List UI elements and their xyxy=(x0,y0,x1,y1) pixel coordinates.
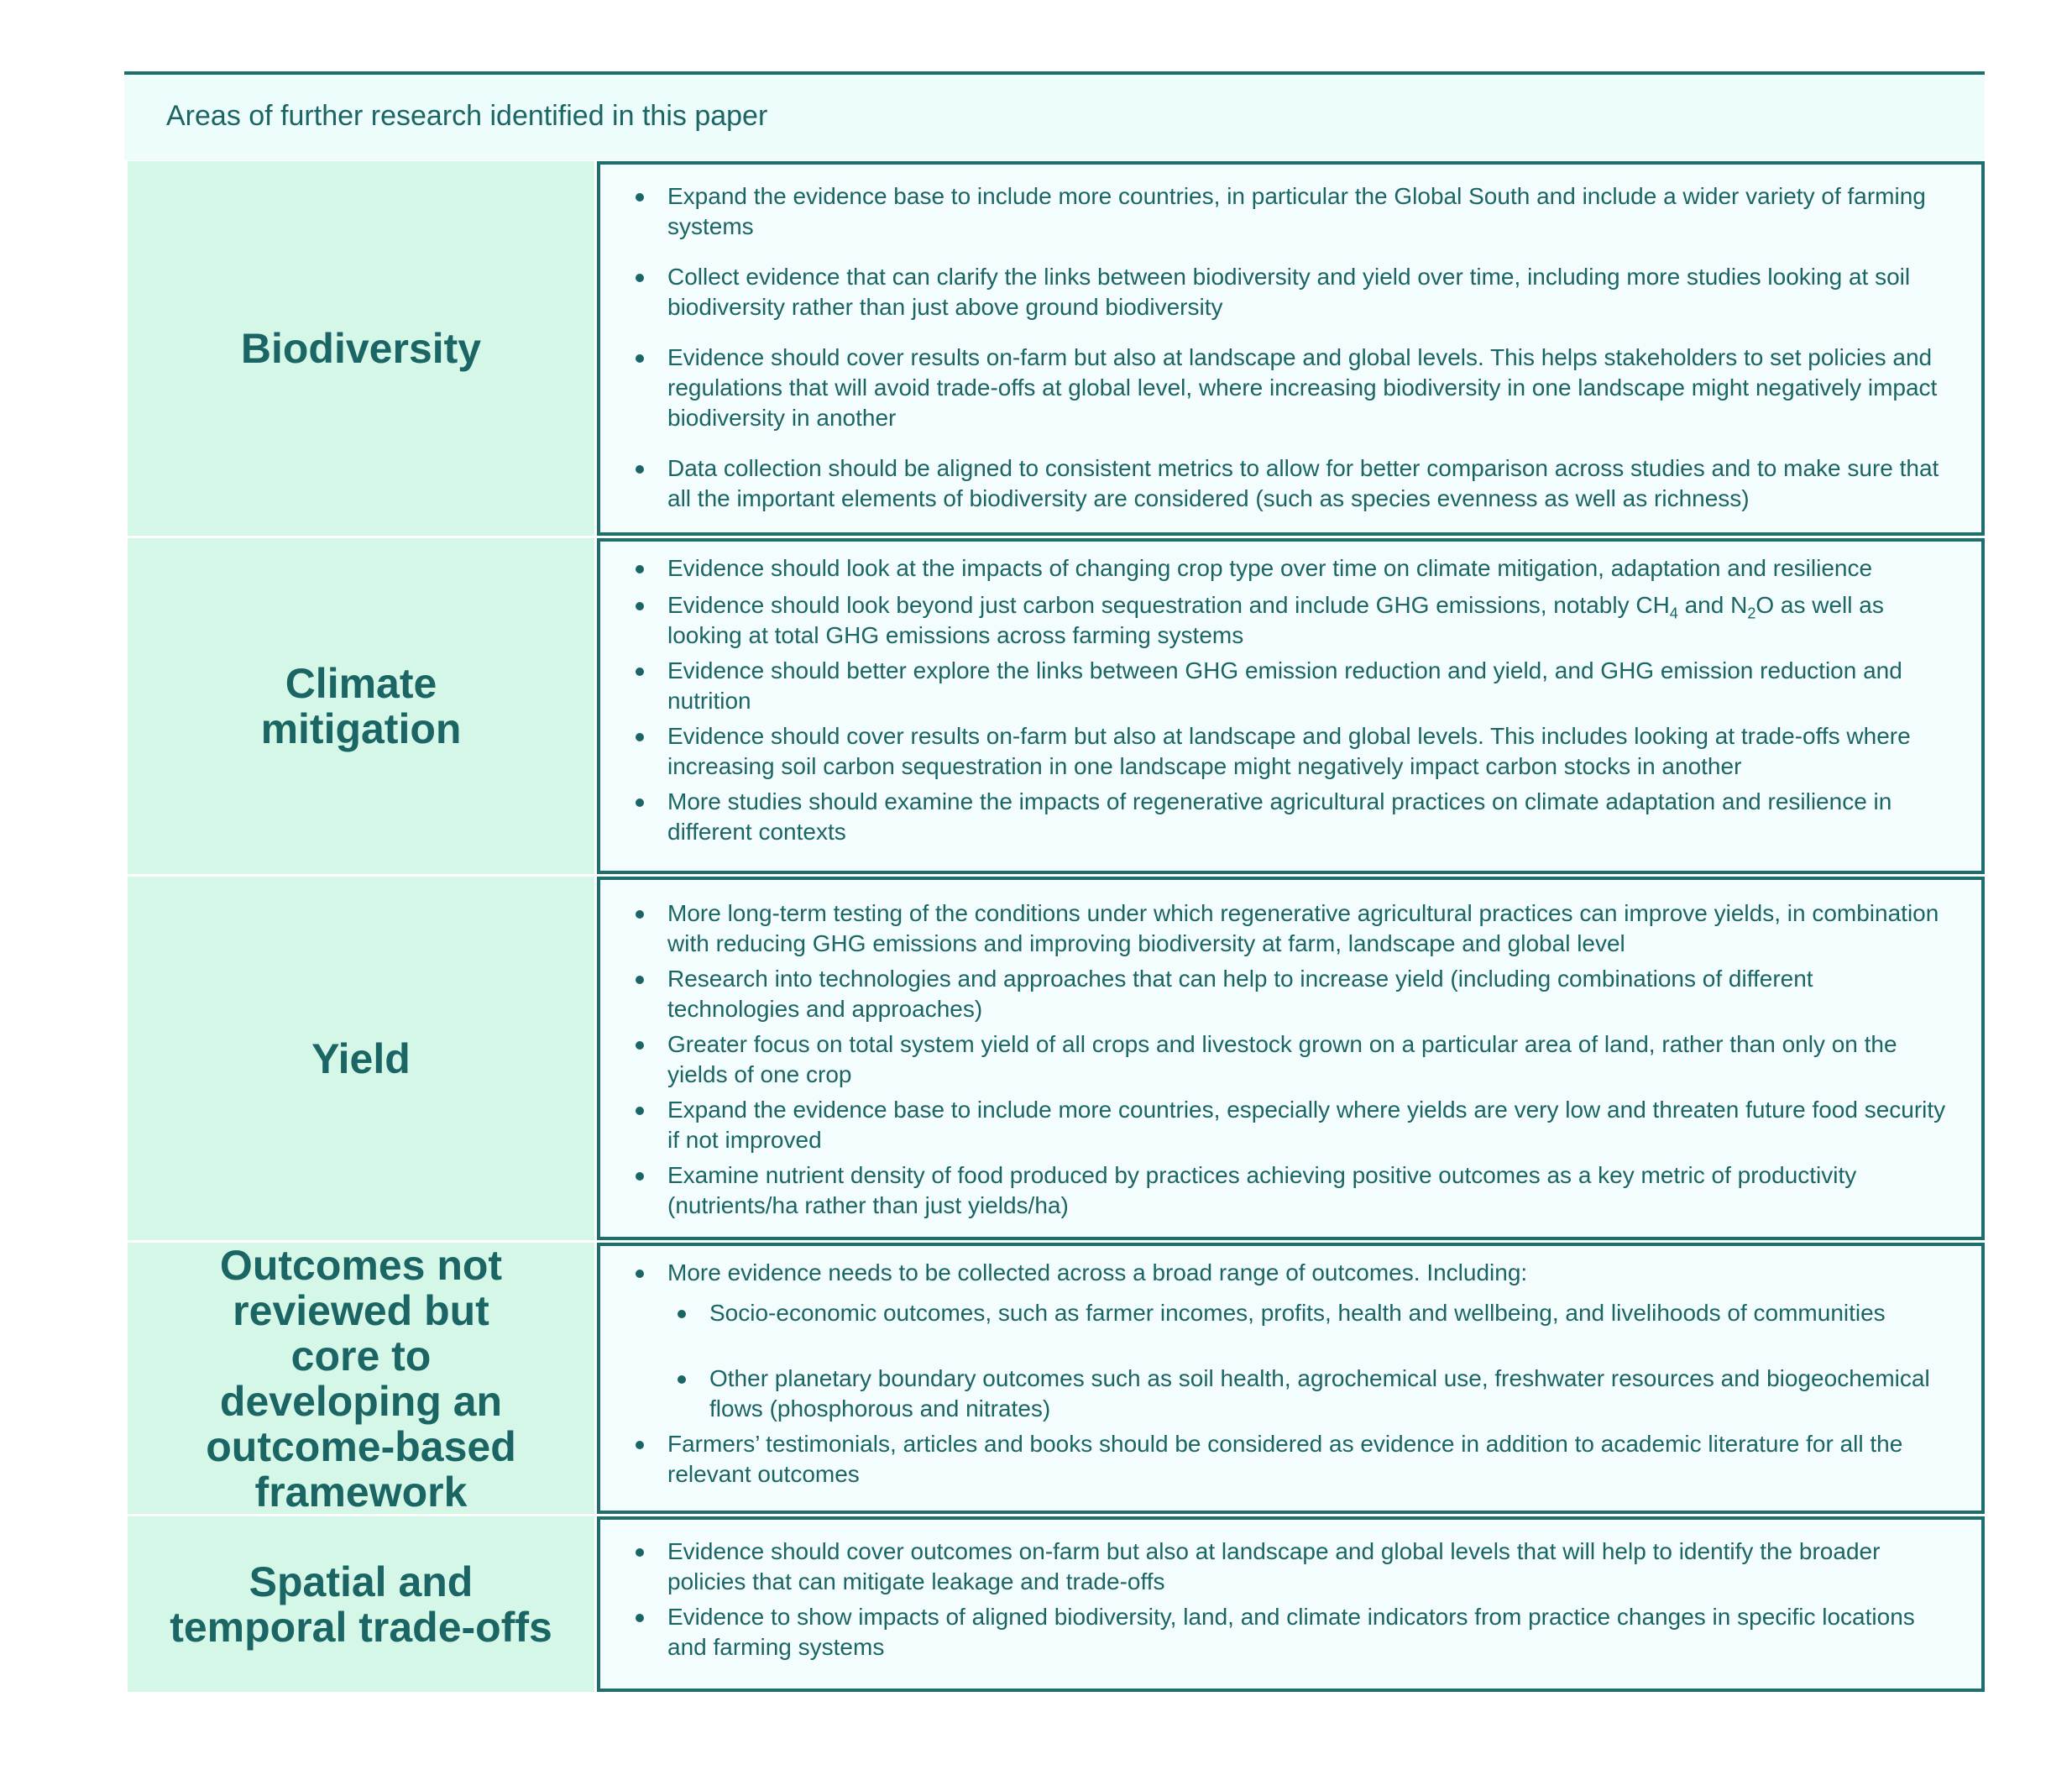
list-item: Examine nutrient density of food produced by practices achieving positive outcomes as a key metric of productivity (nutrients/ha rather than just yields/ha) xyxy=(667,1160,1948,1221)
subscript: 2 xyxy=(1747,605,1756,622)
list-item: More evidence needs to be collected across a broad range of outcomes. Including: xyxy=(667,1258,1948,1288)
list-item: Expand the evidence base to include more countries, especially where yields are very low and threaten future food security if not improved xyxy=(667,1095,1948,1155)
list-item: Evidence should cover outcomes on-farm but also at landscape and global levels that will help to identify the broader policies that can mitigate leakage and trade-offs xyxy=(667,1537,1948,1597)
row-biodiversity xyxy=(124,161,1985,536)
item-text: and N xyxy=(1677,592,1748,618)
row-label-climate-mitigation: Climate mitigation xyxy=(260,660,462,752)
subscript: 4 xyxy=(1669,605,1678,622)
row-content-cell xyxy=(597,161,1985,536)
item-text: Evidence should look beyond just carbon sequestration and include GHG emissions, notably CH xyxy=(667,592,1670,618)
list-item: Greater focus on total system yield of all crops and livestock grown on a particular area of land, rather than only on the yields of one crop xyxy=(667,1029,1948,1090)
list-item: Evidence should cover results on-farm but also at landscape and global levels. This includes looking at trade-offs where increasing soil carbon sequestration in one landscape might negatively impact carbon stocks in another xyxy=(667,721,1948,782)
row-content-cell xyxy=(597,1243,1985,1514)
list-item: Data collection should be aligned to consistent metrics to allow for better comparison across studies and to make sure that all the important elements of biodiversity are considered (such as species evenness as well as richness) xyxy=(667,453,1948,514)
row-yield xyxy=(124,877,1985,1240)
row-label-cell xyxy=(128,161,594,536)
row-label-cell xyxy=(128,1243,594,1514)
row-label-yield: Yield xyxy=(311,1034,411,1082)
row-outcomes-not-reviewed xyxy=(124,1243,1985,1514)
list-item: Collect evidence that can clarify the links between biodiversity and yield over time, including more studies looking at soil biodiversity rather than just above ground biodiversity xyxy=(667,262,1948,322)
row-content-cell xyxy=(597,877,1985,1240)
list-item: Evidence should look at the impacts of changing crop type over time on climate mitigation, adaptation and resilience xyxy=(667,553,1948,584)
row-label-outcomes-not-reviewed: Outcomes not reviewed but core to developing an outcome-based framework xyxy=(206,1241,516,1516)
list-item xyxy=(667,590,1948,651)
row-label-cell xyxy=(128,1516,594,1692)
row-climate-mitigation xyxy=(124,538,1985,874)
list-item: More studies should examine the impacts of regenerative agricultural practices on climate adaptation and resilience in different contexts xyxy=(667,787,1948,847)
table-header xyxy=(124,75,1985,160)
list-item: Evidence should better explore the links between GHG emission reduction and yield, and GHG emission reduction and nutrition xyxy=(667,656,1948,716)
row-spatial-temporal xyxy=(124,1516,1985,1692)
row-label-cell xyxy=(128,538,594,874)
row-label-cell xyxy=(128,877,594,1240)
sub-list-item: Other planetary boundary outcomes such as soil health, agrochemical use, freshwater resources and biogeochemical flows (phosphorous and nitrates) xyxy=(709,1364,1948,1424)
list-item: More long-term testing of the conditions under which regenerative agricultural practices can improve yields, in combination with reducing GHG emissions and improving biodiversity at farm, landscape and global level xyxy=(667,898,1948,959)
row-content-cell xyxy=(597,1516,1985,1692)
row-label-biodiversity: Biodiversity xyxy=(240,325,482,372)
list-item: Research into technologies and approaches that can help to increase yield (including combinations of different technologies and approaches) xyxy=(667,964,1948,1024)
row-content-cell xyxy=(597,538,1985,874)
list-item: Expand the evidence base to include more countries, in particular the Global South and include a wider variety of farming systems xyxy=(667,181,1948,242)
research-table xyxy=(124,71,1985,1692)
list-item: Evidence to show impacts of aligned biodiversity, land, and climate indicators from practice changes in specific locations and farming systems xyxy=(667,1602,1948,1662)
row-label-spatial-temporal: Spatial and temporal trade-offs xyxy=(170,1558,552,1651)
table-title: Areas of further research identified in this paper xyxy=(166,100,768,132)
list-item: Farmers’ testimonials, articles and books should be considered as evidence in addition to academic literature for all the relevant outcomes xyxy=(667,1429,1948,1490)
list-item: Evidence should cover results on-farm but also at landscape and global levels. This helps stakeholders to set policies and regulations that will avoid trade-offs at global level, where increasing biodiversity in one landscape might negatively impact biodiversity in another xyxy=(667,343,1948,433)
item-text: O as well as looking at total GHG emissions across farming systems xyxy=(667,592,1884,648)
sub-list-item: Socio-economic outcomes, such as farmer incomes, profits, health and wellbeing, and livelihoods of communities xyxy=(709,1298,1948,1328)
